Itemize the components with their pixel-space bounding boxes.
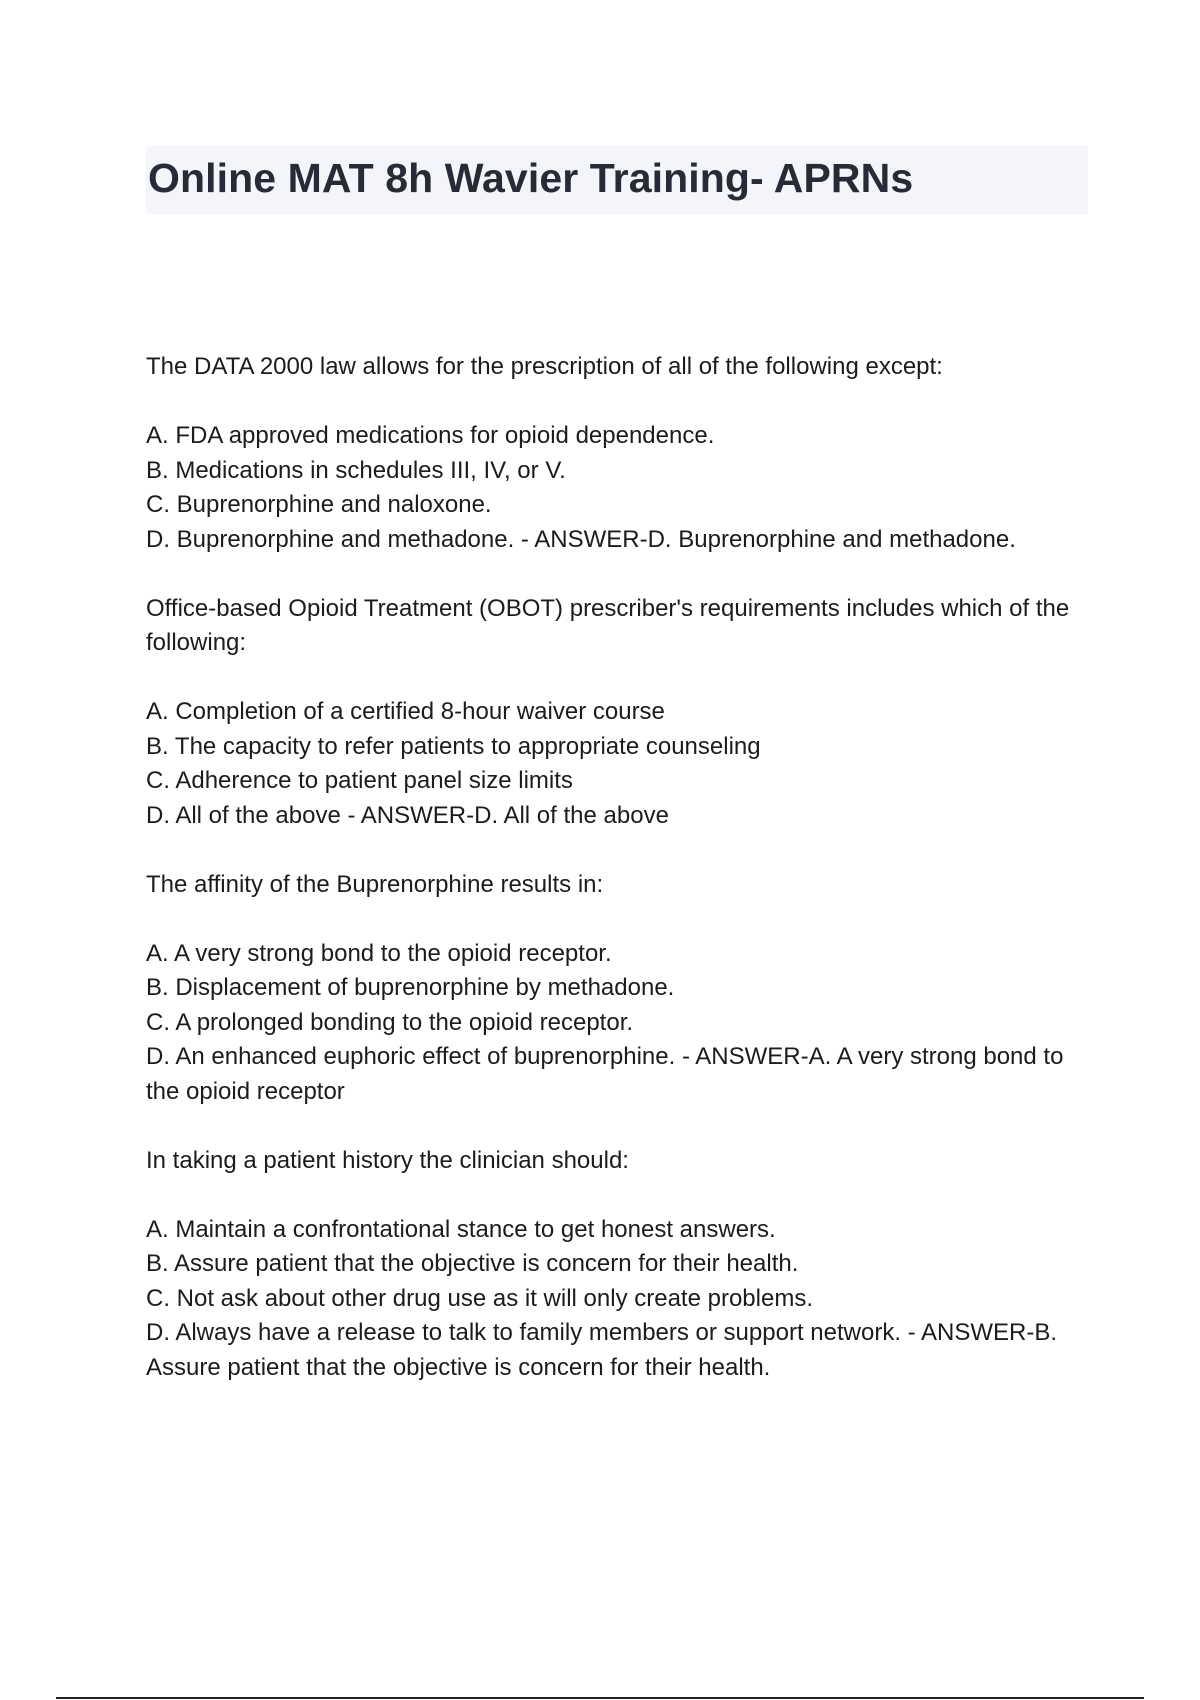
option-d-with-answer: D. An enhanced euphoric effect of buprenorphine. - ANSWER-A. A very strong bond to the opioid receptor (146, 1043, 1064, 1105)
option-list (146, 937, 1088, 1110)
question-4 (146, 1144, 1088, 1386)
option-c: C. Buprenorphine and naloxone. (146, 491, 492, 518)
question-list (146, 350, 1088, 1420)
option-a: A. A very strong bond to the opioid receptor. (146, 939, 612, 967)
option-c: C. Not ask about other drug use as it will only create problems. (146, 1284, 813, 1312)
question-3 (146, 868, 1088, 1110)
question-2 (146, 592, 1088, 834)
option-list (146, 1213, 1088, 1386)
question-1 (146, 350, 1088, 557)
option-b: B. Displacement of buprenorphine by methadone. (146, 974, 675, 1001)
option-c: C. Adherence to patient panel size limits (146, 767, 573, 794)
option-a: A. Completion of a certified 8-hour waiver course (146, 698, 665, 725)
option-a: A. Maintain a confrontational stance to get honest answers. (146, 1215, 776, 1243)
footer-divider (56, 1697, 1144, 1699)
title-banner (146, 146, 1088, 214)
option-b: B. The capacity to refer patients to appropriate counseling (146, 732, 761, 760)
option-list (146, 695, 1088, 833)
document-title: Online MAT 8h Wavier Training- APRNs (148, 155, 914, 201)
option-b: B. Medications in schedules III, IV, or V. (146, 456, 566, 484)
question-stem: The DATA 2000 law allows for the prescription of all of the following except: (146, 353, 943, 380)
option-c: C. A prolonged bonding to the opioid receptor. (146, 1008, 634, 1036)
option-d-with-answer: D. All of the above - ANSWER-D. All of the above (146, 801, 669, 829)
option-d-with-answer: D. Buprenorphine and methadone. - ANSWER-D. Buprenorphine and methadone. (146, 525, 1016, 553)
question-stem: The affinity of the Buprenorphine results in: (146, 870, 604, 898)
option-a: A. FDA approved medications for opioid dependence. (146, 422, 715, 449)
question-stem: In taking a patient history the clinician should: (146, 1146, 629, 1174)
option-list (146, 419, 1088, 557)
question-stem: Office-based Opioid Treatment (OBOT) prescriber's requirements includes which of the following: (146, 594, 1070, 656)
option-d-with-answer: D. Always have a release to talk to family members or support network. - ANSWER-B. Assure patient that the objective is concern for their health. (146, 1319, 1057, 1381)
option-b: B. Assure patient that the objective is concern for their health. (146, 1250, 799, 1277)
